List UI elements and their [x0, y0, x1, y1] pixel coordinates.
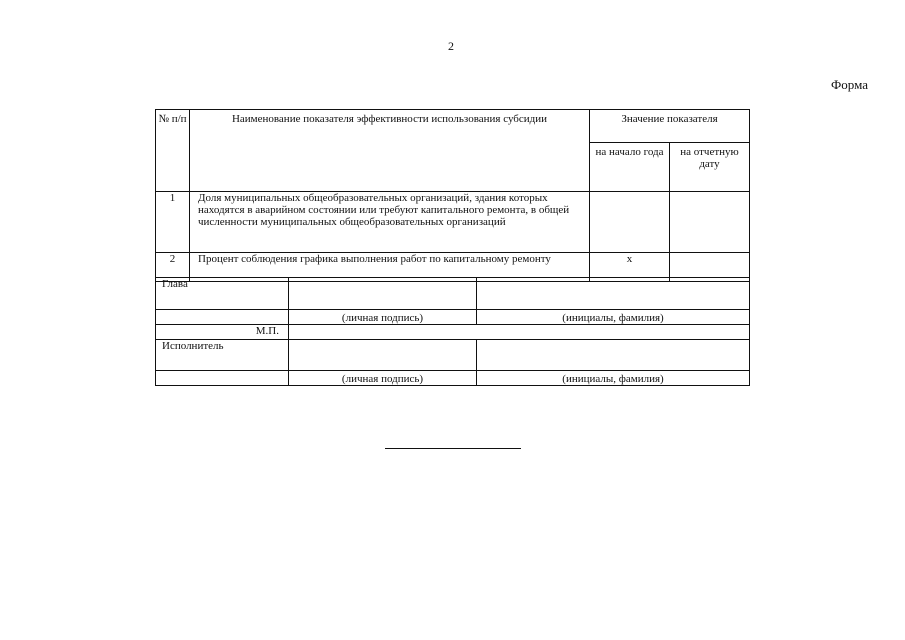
row-start-value [590, 192, 670, 253]
row-indicator-name: Доля муниципальных общеобразовательных организаций, здания которых находятся в аварийном состоянии или требуют капитального ремонта, в общей численности муниципальных общеобразовательных организаций [190, 192, 590, 253]
executor-caption-row [156, 371, 750, 386]
head-caption-row [156, 310, 750, 325]
head-signature-field [289, 278, 477, 310]
head-signature-caption: (личная подпись) [289, 310, 477, 325]
head-name-caption: (инициалы, фамилия) [477, 310, 750, 325]
executor-signature-field [289, 340, 477, 371]
row-num: 2 [156, 253, 190, 282]
stamp-empty [289, 325, 750, 340]
indicator-table [155, 109, 750, 282]
form-label: Форма [831, 77, 868, 92]
closing-divider [385, 448, 521, 449]
executor-name-field [477, 340, 750, 371]
head-name-field [477, 278, 750, 310]
table-row [156, 192, 750, 253]
empty-cell [156, 371, 289, 386]
header-indicator-value: Значение показателя [590, 110, 750, 143]
header-reporting-date: на отчетную дату [670, 143, 750, 192]
head-label: Глава [156, 278, 289, 310]
executor-row [156, 340, 750, 371]
stamp-row [156, 325, 750, 340]
stamp-label: М.П. [156, 325, 289, 340]
page-number: 2 [448, 39, 454, 53]
row-num: 1 [156, 192, 190, 253]
row-report-value [670, 192, 750, 253]
header-indicator-name: Наименование показателя эффективности использования субсидии [190, 110, 590, 192]
table-header-row [156, 110, 750, 143]
head-row [156, 278, 750, 310]
row-indicator-name: Процент соблюдения графика выполнения работ по капитальному ремонту [190, 253, 590, 282]
executor-signature-caption: (личная подпись) [289, 371, 477, 386]
executor-name-caption: (инициалы, фамилия) [477, 371, 750, 386]
empty-cell [156, 310, 289, 325]
row-start-value: x [590, 253, 670, 282]
signature-table [155, 277, 750, 386]
header-num: № п/п [156, 110, 190, 192]
header-start-of-year: на начало года [590, 143, 670, 192]
executor-label: Исполнитель [156, 340, 289, 371]
